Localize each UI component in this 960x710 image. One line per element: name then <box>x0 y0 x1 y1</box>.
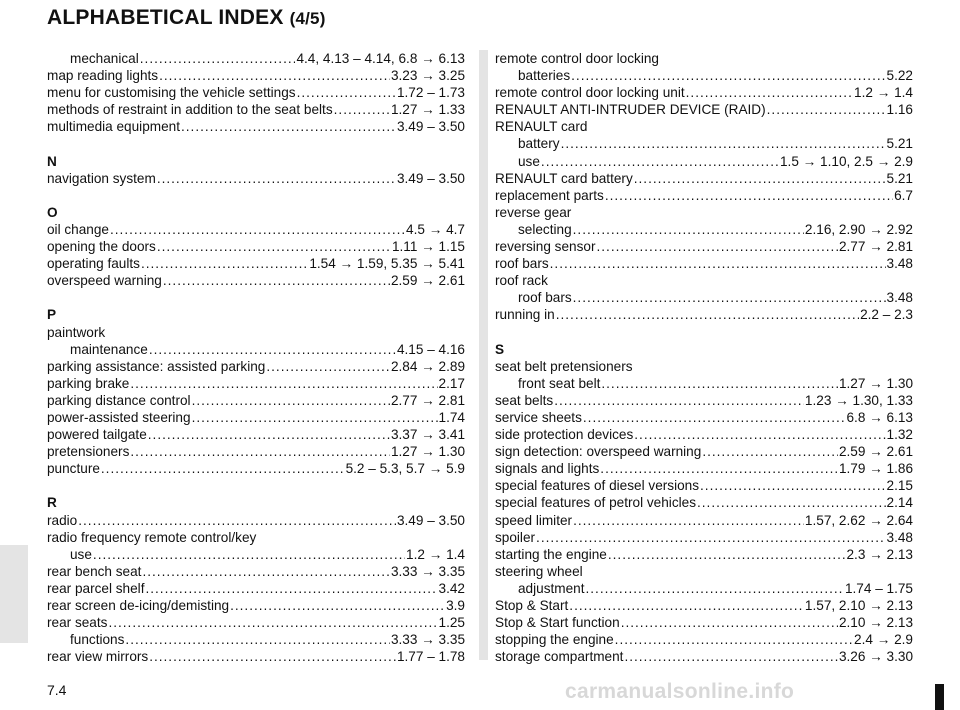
index-entry <box>495 392 913 409</box>
entry-pages: 3.37 → 3.41 <box>390 427 465 443</box>
entry-text: starting the engine <box>495 546 607 562</box>
entry-pages: 5.21 <box>886 136 913 152</box>
index-entry <box>47 426 465 443</box>
entry-leader-dots <box>583 409 846 426</box>
index-group-roof-rack <box>495 289 913 323</box>
entry-text: batteries <box>518 68 571 84</box>
index-entry <box>47 597 465 614</box>
entry-text: spoiler <box>495 529 536 545</box>
entry-pages: 2.84 → 2.89 <box>390 358 465 374</box>
index-entry <box>47 614 465 631</box>
entry-leader-dots <box>130 375 437 392</box>
index-entry <box>47 67 465 84</box>
page-number: 7.4 <box>47 682 67 698</box>
index-entry <box>47 255 465 272</box>
entry-leader-dots <box>571 67 885 84</box>
section-letter-n: N <box>47 153 57 169</box>
entry-text: use <box>518 153 540 169</box>
entry-text: parking distance control <box>47 392 191 408</box>
entry-leader-dots <box>145 580 437 597</box>
title-suffix: (4/5) <box>289 9 326 28</box>
entry-pages: 1.27 → 1.30 <box>390 444 465 460</box>
entry-text: front seat belt <box>518 375 601 391</box>
index-entry <box>47 101 465 118</box>
entry-pages: 6.7 <box>894 187 913 203</box>
entry-leader-dots <box>554 392 804 409</box>
index-entry <box>495 187 913 204</box>
index-entry <box>47 84 465 101</box>
index-column-right <box>495 50 913 665</box>
entry-text: signals and lights <box>495 461 600 477</box>
entry-leader-dots <box>192 409 438 426</box>
entry-leader-dots <box>334 101 390 118</box>
index-entry <box>495 255 913 272</box>
entry-pages: 1.23 → 1.30, 1.33 <box>804 392 913 408</box>
entry-leader-dots <box>767 101 886 118</box>
entry-text: special features of diesel versions <box>495 478 700 494</box>
entry-leader-dots <box>556 306 859 323</box>
entry-pages: 1.74 – 1.75 <box>844 580 913 596</box>
entry-text: menu for customising the vehicle settings <box>47 85 296 101</box>
entry-leader-dots <box>163 272 390 289</box>
entry-leader-dots <box>297 84 396 101</box>
index-entry <box>495 512 913 529</box>
entry-text: map reading lights <box>47 68 159 84</box>
index-heading-renault-card: RENAULT card <box>495 119 588 135</box>
entry-pages: 1.2 → 1.4 <box>406 546 465 562</box>
index-group-remote <box>495 67 913 118</box>
entry-text: roof bars <box>518 290 572 306</box>
entry-text: opening the doors <box>47 239 156 255</box>
entry-pages: 1.77 – 1.78 <box>396 649 465 665</box>
entry-text: RENAULT card battery <box>495 170 633 186</box>
entry-text: rear parcel shelf <box>47 580 145 596</box>
entry-text: storage compartment <box>495 649 624 665</box>
entry-text: running in <box>495 307 555 323</box>
entry-pages: 1.72 – 1.73 <box>396 85 465 101</box>
entry-text: rear bench seat <box>47 563 142 579</box>
index-entry <box>495 101 913 118</box>
entry-text: parking brake <box>47 375 130 391</box>
index-heading-remote-control: remote control door locking <box>495 51 659 66</box>
entry-leader-dots <box>573 512 804 529</box>
entry-pages: 3.49 – 3.50 <box>396 512 465 528</box>
entry-leader-dots <box>702 443 838 460</box>
title-text: ALPHABETICAL INDEX <box>47 6 284 29</box>
entry-text: navigation system <box>47 170 156 186</box>
index-entry <box>47 118 465 135</box>
index-entry <box>47 170 465 187</box>
entry-leader-dots <box>101 460 345 477</box>
index-group-s <box>495 375 913 563</box>
entry-pages: 3.49 – 3.50 <box>396 170 465 186</box>
entry-leader-dots <box>621 614 838 631</box>
entry-text: rear view mirrors <box>47 649 149 665</box>
entry-leader-dots <box>608 546 846 563</box>
entry-text: speed limiter <box>495 512 573 528</box>
index-entry <box>47 460 465 477</box>
entry-leader-dots <box>148 426 390 443</box>
entry-pages: 1.2 → 1.4 <box>854 85 913 101</box>
entry-pages: 3.48 <box>886 290 913 306</box>
entry-text: sign detection: overspeed warning <box>495 444 702 460</box>
entry-text: seat belts <box>495 392 554 408</box>
index-entry <box>47 443 465 460</box>
entry-leader-dots <box>573 221 804 238</box>
entry-text: rear seats <box>47 615 108 631</box>
index-entry <box>495 631 913 648</box>
index-entry <box>47 409 465 426</box>
entry-pages: 2.59 → 2.61 <box>390 273 465 289</box>
index-entry <box>495 238 913 255</box>
index-group-p <box>47 341 465 478</box>
index-entry <box>47 50 465 67</box>
entry-pages: 3.48 <box>886 529 913 545</box>
entry-text: overspeed warning <box>47 273 162 289</box>
index-group-r-a <box>47 512 465 529</box>
index-entry <box>495 546 913 563</box>
index-group-o <box>47 221 465 289</box>
entry-pages: 2.2 – 2.3 <box>860 307 913 323</box>
entry-text: operating faults <box>47 256 140 272</box>
entry-pages: 2.77 → 2.81 <box>838 239 913 255</box>
entry-pages: 2.14 <box>886 495 913 511</box>
entry-leader-dots <box>697 494 886 511</box>
index-entry <box>47 238 465 255</box>
entry-pages: 3.23 → 3.25 <box>390 68 465 84</box>
entry-text: power-assisted steering <box>47 409 191 425</box>
entry-text: reversing sensor <box>495 239 596 255</box>
index-entry <box>47 221 465 238</box>
index-entry <box>495 67 913 84</box>
index-entry <box>495 494 913 511</box>
entry-pages: 2.3 → 2.13 <box>846 546 913 562</box>
index-entry <box>47 512 465 529</box>
index-entry <box>495 580 913 597</box>
footer-watermark: carmanualsonline.info <box>565 680 795 703</box>
entry-text: battery <box>518 136 560 152</box>
index-group-m <box>47 50 465 135</box>
entry-leader-dots <box>597 238 838 255</box>
entry-pages: 4.5 → 4.7 <box>406 221 465 237</box>
index-heading-steering-wheel: steering wheel <box>495 563 583 579</box>
entry-leader-dots <box>569 597 804 614</box>
entry-pages: 2.59 → 2.61 <box>838 444 913 460</box>
index-heading-seat-belt-pretensioners: seat belt pretensioners <box>495 358 633 374</box>
corner-mark <box>935 684 944 710</box>
entry-pages: 1.27 → 1.30 <box>838 375 913 391</box>
entry-pages: 1.57, 2.10 → 2.13 <box>804 598 913 613</box>
index-entry <box>495 529 913 546</box>
entry-leader-dots <box>601 375 838 392</box>
entry-pages: 2.15 <box>886 478 913 494</box>
entry-pages: 2.10 → 2.13 <box>838 615 913 631</box>
entry-text: puncture <box>47 461 100 477</box>
entry-leader-dots <box>130 443 390 460</box>
entry-leader-dots <box>192 392 390 409</box>
entry-leader-dots <box>141 255 308 272</box>
index-group-n <box>47 170 465 187</box>
entry-leader-dots <box>149 341 396 358</box>
index-entry <box>495 135 913 152</box>
entry-text: side protection devices <box>495 427 634 443</box>
entry-pages: 3.26 → 3.30 <box>838 649 913 665</box>
entry-text: multimedia equipment <box>47 119 180 135</box>
index-entry <box>495 426 913 443</box>
entry-pages: 1.79 → 1.86 <box>838 461 913 477</box>
entry-leader-dots <box>181 118 396 135</box>
index-entry <box>47 648 465 665</box>
entry-pages: 5.21 <box>886 170 913 186</box>
index-group-reverse <box>495 221 913 272</box>
entry-leader-dots <box>78 512 396 529</box>
entry-text: service sheets <box>495 409 582 425</box>
entry-leader-dots <box>634 170 886 187</box>
entry-pages: 1.25 <box>438 615 465 631</box>
index-entry <box>495 170 913 187</box>
entry-text: remote control door locking unit <box>495 85 685 101</box>
column-divider <box>479 50 488 660</box>
index-entry <box>47 563 465 580</box>
entry-text: maintenance <box>70 341 148 357</box>
entry-pages: 3.49 – 3.50 <box>396 119 465 135</box>
entry-leader-dots <box>140 50 296 67</box>
entry-pages: 4.15 – 4.16 <box>396 341 465 357</box>
index-entry <box>47 341 465 358</box>
entry-leader-dots <box>700 477 886 494</box>
index-entry <box>495 597 913 614</box>
entry-pages: 6.8 → 6.13 <box>846 409 913 425</box>
entry-pages: 1.57, 2.62 → 2.64 <box>804 512 913 528</box>
page-title <box>47 6 326 30</box>
entry-text: functions <box>70 632 125 648</box>
entry-leader-dots <box>561 135 886 152</box>
entry-leader-dots <box>686 84 853 101</box>
index-group-steering <box>495 580 913 665</box>
index-entry <box>47 546 465 563</box>
entry-pages: 2.16, 2.90 → 2.92 <box>804 221 913 237</box>
entry-leader-dots <box>159 67 390 84</box>
entry-pages: 1.5 → 1.10, 2.5 → 2.9 <box>780 153 913 169</box>
entry-leader-dots <box>541 153 779 170</box>
index-entry <box>495 84 913 101</box>
entry-pages: 2.17 <box>438 375 465 391</box>
entry-pages: 3.42 <box>438 580 465 596</box>
index-entry <box>495 289 913 306</box>
entry-text: special features of petrol vehicles <box>495 495 696 511</box>
entry-leader-dots <box>634 426 885 443</box>
index-heading-roof-rack: roof rack <box>495 273 548 289</box>
index-group-card <box>495 135 913 203</box>
entry-text: roof bars <box>495 256 549 272</box>
entry-pages: 1.27 → 1.33 <box>390 102 465 118</box>
entry-leader-dots <box>624 648 837 665</box>
entry-leader-dots <box>93 546 405 563</box>
entry-text: radio <box>47 512 78 528</box>
index-column-left <box>47 50 465 665</box>
index-entry <box>495 648 913 665</box>
index-entry <box>47 631 465 648</box>
entry-text: oil change <box>47 221 109 237</box>
index-heading-radio-frequency: radio frequency remote control/key <box>47 529 257 545</box>
entry-pages: 5.22 <box>886 68 913 84</box>
entry-pages: 3.9 <box>446 598 465 613</box>
index-entry <box>495 477 913 494</box>
entry-pages: 1.11 → 1.15 <box>391 239 465 255</box>
entry-leader-dots <box>536 529 885 546</box>
entry-text: powered tailgate <box>47 427 147 443</box>
index-group-r-b <box>47 546 465 666</box>
index-heading-reverse-gear: reverse gear <box>495 204 572 220</box>
entry-text: replacement parts <box>495 187 604 203</box>
entry-pages: 5.2 – 5.3, 5.7 → 5.9 <box>345 461 465 477</box>
entry-text: parking assistance: assisted parking <box>47 358 266 374</box>
entry-text: rear screen de-icing/demisting <box>47 598 230 613</box>
entry-pages: 3.33 → 3.35 <box>390 563 465 579</box>
entry-pages: 2.77 → 2.81 <box>390 392 465 408</box>
entry-text: selecting <box>518 221 572 237</box>
entry-text: RENAULT ANTI-INTRUDER DEVICE (RAID) <box>495 102 766 118</box>
entry-leader-dots <box>600 460 838 477</box>
entry-text: methods of restraint in addition to the seat belts <box>47 102 333 118</box>
entry-pages: 4.4, 4.13 – 4.14, 6.8 → 6.13 <box>296 51 465 66</box>
entry-leader-dots <box>110 221 405 238</box>
entry-pages: 1.32 <box>886 427 913 443</box>
index-entry <box>47 580 465 597</box>
index-entry <box>495 460 913 477</box>
index-entry <box>495 614 913 631</box>
index-entry <box>47 392 465 409</box>
entry-text: use <box>70 546 92 562</box>
entry-pages: 1.54 → 1.59, 5.35 → 5.41 <box>309 256 465 272</box>
index-entry <box>495 443 913 460</box>
section-letter-r: R <box>47 495 57 511</box>
entry-pages: 3.48 <box>886 256 913 272</box>
entry-text: mechanical <box>70 51 139 66</box>
entry-text: stopping the engine <box>495 632 614 648</box>
section-letter-p: P <box>47 307 57 323</box>
entry-leader-dots <box>157 238 391 255</box>
entry-leader-dots <box>157 170 396 187</box>
index-entry <box>495 221 913 238</box>
entry-leader-dots <box>605 187 893 204</box>
entry-leader-dots <box>125 631 390 648</box>
entry-leader-dots <box>573 289 886 306</box>
entry-leader-dots <box>550 255 886 272</box>
entry-leader-dots <box>266 358 390 375</box>
entry-text: adjustment <box>518 580 585 596</box>
entry-text: pretensioners <box>47 444 130 460</box>
index-entry <box>47 272 465 289</box>
index-entry <box>495 306 913 323</box>
entry-leader-dots <box>108 614 437 631</box>
entry-leader-dots <box>149 648 396 665</box>
index-entry <box>495 375 913 392</box>
entry-pages: 2.4 → 2.9 <box>854 632 913 648</box>
entry-text: Stop & Start function <box>495 615 620 631</box>
index-entry <box>47 358 465 375</box>
chapter-tab <box>0 545 28 643</box>
section-letter-s: S <box>495 341 505 357</box>
entry-pages: 1.74 <box>438 409 465 425</box>
index-heading-paintwork: paintwork <box>47 324 106 340</box>
entry-pages: 1.16 <box>886 102 913 118</box>
index-entry <box>47 375 465 392</box>
entry-leader-dots <box>586 580 844 597</box>
entry-text: Stop & Start <box>495 598 569 613</box>
entry-leader-dots <box>615 631 853 648</box>
index-entry <box>495 153 913 170</box>
index-entry <box>495 409 913 426</box>
entry-leader-dots <box>142 563 389 580</box>
entry-pages: 3.33 → 3.35 <box>390 632 465 648</box>
entry-leader-dots <box>230 597 445 614</box>
section-letter-o: O <box>47 204 58 220</box>
